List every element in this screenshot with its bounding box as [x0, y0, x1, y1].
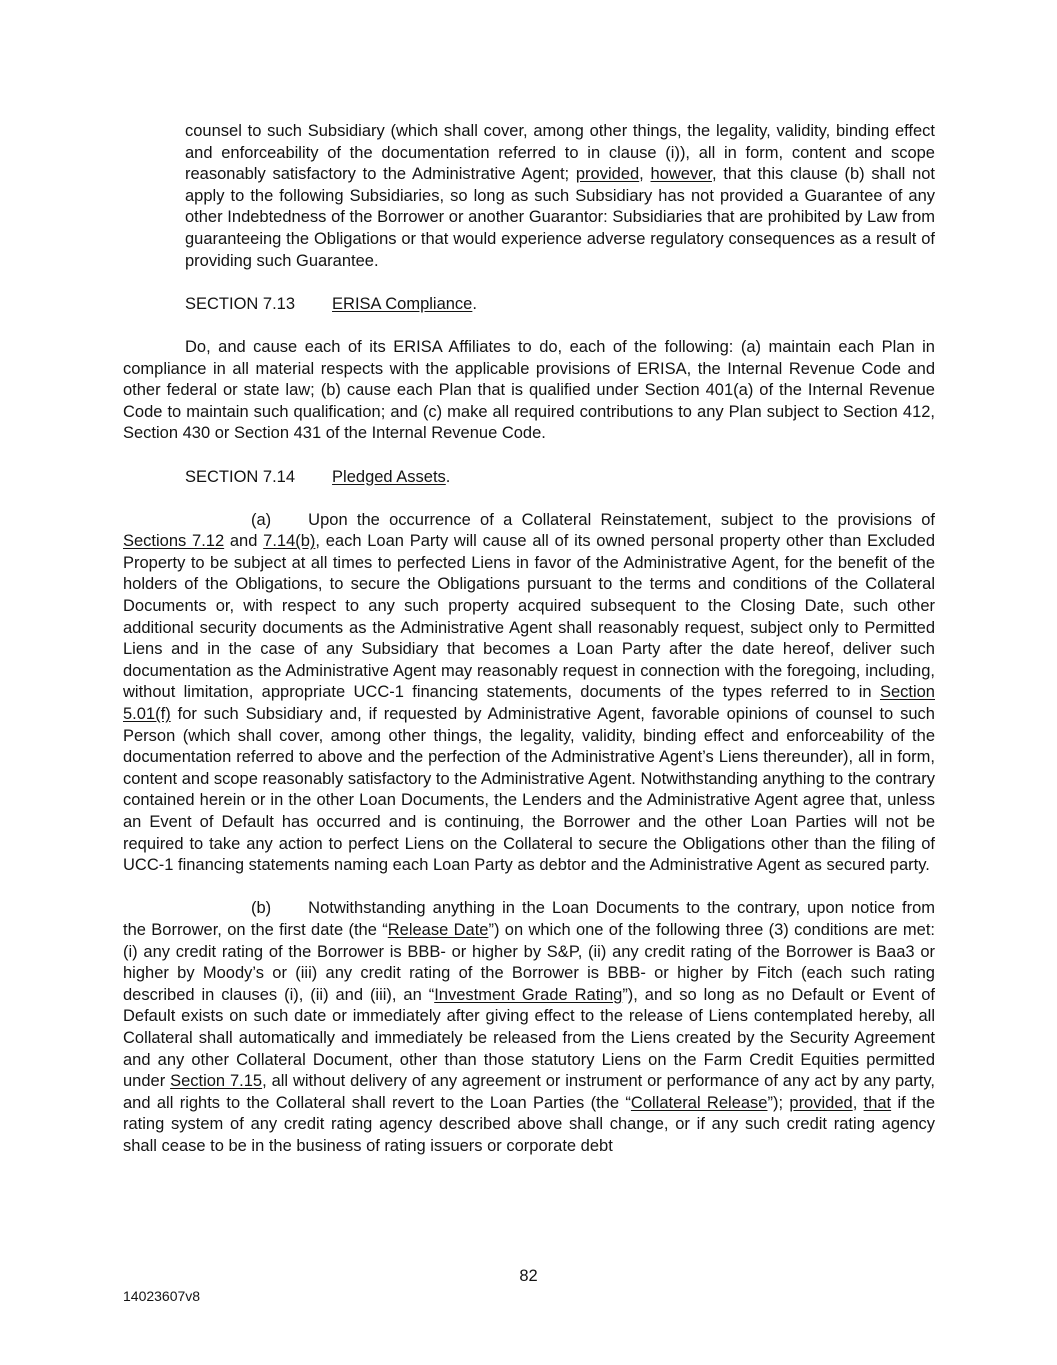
underlined-text: Section 5.01(f) [123, 683, 935, 724]
continuation-paragraph: counsel to such Subsidiary (which shall cover, among other things, the legality, validity, binding effect and enforceability of the documentation referred to in clause (i)), all in form, content and scope reasonably satisfactory to the Administrative Agent; provided, however, that this clause (b) shall not apply to the following Subsidiaries, so long as such Subsidiary has not provided a Guarantee of any other Indebtedness of the Borrower or another Guarantor: Subsidiaries that are prohibited by Law from guaranteeing the Obligations or that would experience adverse regulatory consequences as a result of providing such Guarantee. [185, 122, 936, 270]
underlined-text: 7.14(b) [263, 532, 316, 551]
underlined-text: Release Date [387, 920, 489, 939]
section-7-14-paragraph-b: (b) Notwithstanding anything in the Loan Documents to the contrary, upon notice from the Borrower, on the first date (the “Release Date”) on which one of the following three (3) conditions are met: (i) any credit rating of the Borrower is BBB- or higher by S&P, (ii) any credit rating of the Borrower is Baa3 or higher by Moody’s or (iii) any credit rating of the Borrower is BBB- or higher by Fitch (each such rating described in clauses (i), (ii) and (iii), an “Investment Grade Rating”), and so long as no Default or Event of Default exists on such date or immediately after giving effect to the release of Liens contemplated hereby, all Collateral shall automatically and immediately be released from the Liens created by the Security Agreement and any other Collateral Document, other than those statutory Liens on the Farm Credit Equities permitted under Section 7.15, all without delivery of any agreement or instrument or performance of any act by any party, and all rights to the Collateral shall revert to the Loan Parties (the “Collateral Release”); provided, that if the rating system of any credit rating agency described above shall change, or if any such credit rating agency shall cease to be in the business of rating issuers or corporate debt [123, 899, 935, 1155]
section-7-13-heading: SECTION 7.13 ERISA Compliance. [185, 294, 477, 313]
underlined-text: Investment Grade Rating [434, 985, 623, 1004]
section-7-14-heading: SECTION 7.14 Pledged Assets. [185, 467, 451, 486]
underlined-text: provided [575, 165, 640, 184]
underlined-text: that [863, 1093, 892, 1112]
document-body [123, 121, 935, 1179]
underlined-text: ERISA Compliance [332, 294, 473, 313]
section-7-13-body: Do, and cause each of its ERISA Affiliates to do, each of the following: (a) maintain each Plan in compliance in all material respects with the applicable provisions of ERISA, the Internal Revenue Code and other federal or state law; (b) cause each Plan that is qualified under Section 401(a) of the Internal Revenue Code to maintain such qualification; and (c) make all required contributions to any Plan subject to Section 412, Section 430 or Section 431 of the Internal Revenue Code. [123, 337, 935, 443]
underlined-text: Section 7.15 [170, 1072, 263, 1091]
section-7-14-paragraph-a: (a) Upon the occurrence of a Collateral Reinstatement, subject to the provisions of Sections 7.12 and 7.14(b), each Loan Party will cause all of its owned personal property other than Excluded Property to be subject at all times to perfected Liens in favor of the Administrative Agent, for the benefit of the holders of the Obligations, to secure the Obligations pursuant to the terms and conditions of the Collateral Documents or, with respect to any such property acquired subsequent to the Closing Date, such other additional security documents as the Administrative Agent shall reasonably request, subject only to Permitted Liens and in the case of any Subsidiary that becomes a Loan Party after the date hereof, deliver such documentation as the Administrative Agent may reasonably request in connection with the foregoing, including, without limitation, appropriate UCC-1 financing statements, documents of the types referred to in Section 5.01(f) for such Subsidiary and, if requested by Administrative Agent, favorable opinions of counsel to such Person (which shall cover, among other things, the legality, validity, binding effect and enforceability of the documentation referred to above and the perfection of the Administrative Agent’s Liens thereunder), all in form, content and scope reasonably satisfactory to the Administrative Agent. Notwithstanding anything to the contrary contained herein or in the other Loan Documents, the Lenders and the Administrative Agent agree that, unless an Event of Default has occurred and is continuing, the Borrower and the other Loan Parties will not be required to take any action to perfect Liens on the Collateral to secure the Obligations other than the filing of UCC-1 financing statements naming each Loan Party as debtor and the Administrative Agent as secured party. [123, 510, 936, 875]
document-id-footer: 14023607v8 [123, 1288, 201, 1304]
underlined-text: Collateral Release [630, 1093, 768, 1112]
underlined-text: however [650, 165, 712, 184]
underlined-text: provided [789, 1093, 853, 1112]
page-number: 82 [519, 1267, 538, 1285]
underlined-text: Sections 7.12 [123, 532, 225, 551]
underlined-text: Pledged Assets [332, 467, 446, 486]
